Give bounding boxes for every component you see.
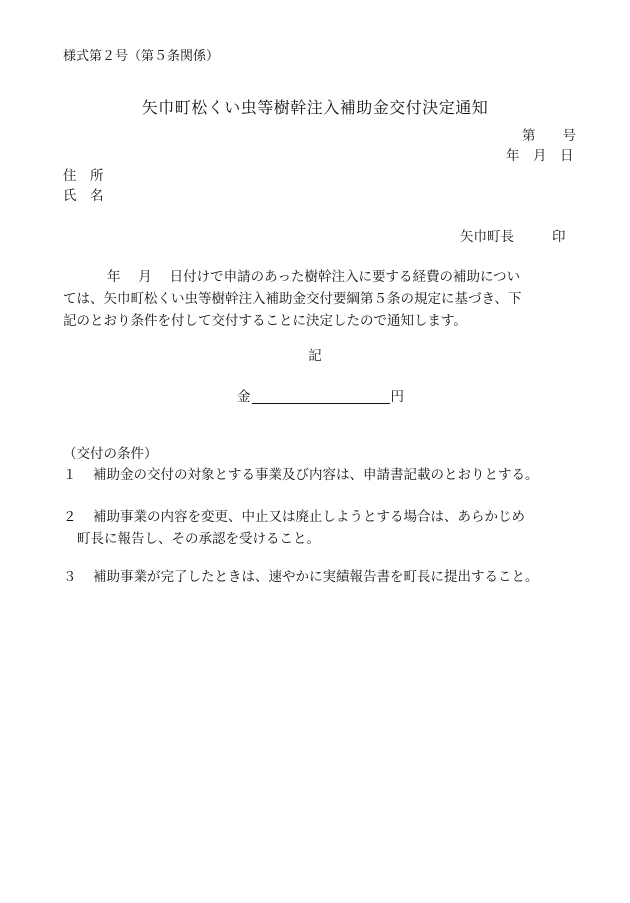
seal-mark: 印	[552, 229, 566, 245]
amount-prefix: 金	[237, 389, 251, 405]
recipient-address-label: 住 所	[63, 168, 104, 184]
condition-text: 補助金の交付の対象とする事業及び内容は、申請書記載のとおりとする。	[93, 467, 539, 483]
notice-date: 年 月 日	[506, 148, 574, 164]
body-line: ては、矢巾町松くい虫等樹幹注入補助金交付要綱第５条の規定に基づき、下	[63, 291, 522, 307]
condition-text-continued: 町長に報告し、その承認を受けること。	[77, 531, 320, 547]
body-line: 記のとおり条件を付して交付することに決定したので通知します。	[63, 313, 467, 329]
condition-text: 補助事業が完了したときは、速やかに実績報告書を町長に提出すること。	[93, 569, 539, 585]
document-title: 矢巾町松くい虫等樹幹注入補助金交付決定通知	[141, 98, 489, 117]
amount-line	[237, 389, 404, 405]
condition-item	[63, 506, 603, 550]
form-number: 様式第２号（第５条関係）	[63, 49, 220, 64]
recipient-name-label: 氏 名	[63, 188, 104, 204]
amount-blank	[252, 389, 390, 404]
ki-heading: 記	[308, 348, 322, 364]
condition-number: ３	[63, 569, 77, 585]
issuer	[460, 231, 566, 245]
amount-suffix: 円	[390, 389, 404, 405]
issuer-name: 矢巾町長	[460, 229, 514, 245]
notice-number: 第 号	[522, 128, 576, 144]
condition-item	[63, 464, 603, 486]
condition-number: ２	[63, 509, 77, 525]
conditions-heading: （交付の条件）	[63, 446, 158, 462]
condition-number: １	[63, 467, 77, 483]
body-paragraph	[63, 266, 583, 332]
body-line: 年 月 日付けで申請のあった樹幹注入に要する経費の補助につい	[107, 269, 521, 285]
condition-item	[63, 566, 603, 588]
condition-text: 補助事業の内容を変更、中止又は廃止しようとする場合は、あらかじめ	[93, 509, 525, 525]
